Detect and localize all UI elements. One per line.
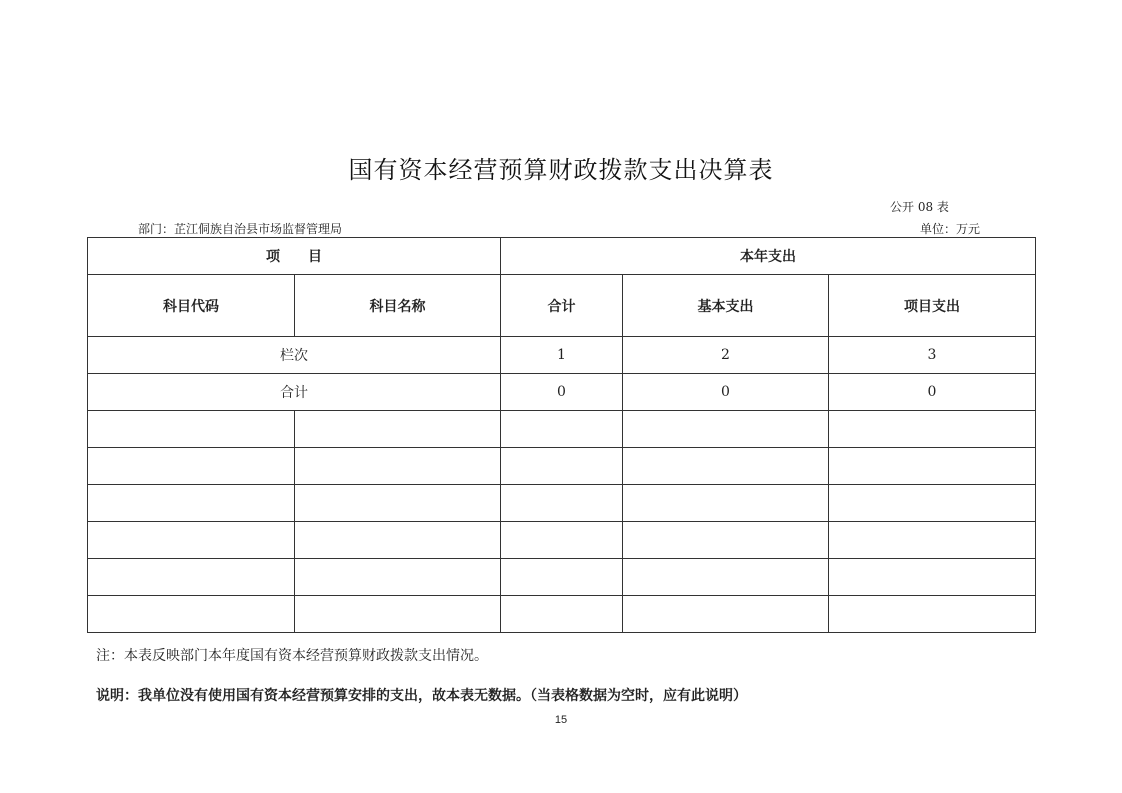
col-subject-code: 科目代码	[88, 275, 295, 337]
total-cell: 0	[829, 374, 1036, 411]
page-title: 国有资本经营预算财政拨款支出决算表	[348, 156, 774, 184]
table-row	[88, 596, 1036, 633]
table-note: 注：本表反映部门本年度国有资本经营预算财政拨款支出情况。	[96, 648, 488, 664]
table-cell	[295, 485, 501, 522]
total-row	[88, 374, 1036, 411]
unit-label: 单位：万元	[920, 222, 981, 236]
total-label: 合计	[88, 374, 501, 411]
header-current-year: 本年支出	[501, 238, 1036, 275]
table-cell	[829, 411, 1036, 448]
total-cell: 0	[623, 374, 829, 411]
table-cell	[295, 559, 501, 596]
column-index-row	[88, 337, 1036, 374]
column-index-cell: 1	[501, 337, 623, 374]
department-label: 部门：芷江侗族自治县市场监督管理局	[138, 222, 343, 236]
table-row	[88, 485, 1036, 522]
table-cell	[295, 448, 501, 485]
header-item: 项 目	[88, 238, 501, 275]
table-cell	[623, 596, 829, 633]
table-cell	[829, 596, 1036, 633]
table-cell	[623, 411, 829, 448]
total-cell: 0	[501, 374, 623, 411]
table-cell	[295, 411, 501, 448]
header-row-2	[88, 275, 1036, 337]
table-row	[88, 448, 1036, 485]
table-cell	[501, 559, 623, 596]
table-cell	[623, 559, 829, 596]
table-cell	[295, 596, 501, 633]
col-project-expenditure: 项目支出	[829, 275, 1036, 337]
table-cell	[88, 485, 295, 522]
table-row	[88, 411, 1036, 448]
table-cell	[829, 522, 1036, 559]
table-cell	[501, 522, 623, 559]
expenditure-table	[87, 237, 1036, 633]
table-cell	[501, 485, 623, 522]
page-number: 15	[554, 714, 568, 726]
table-cell	[829, 485, 1036, 522]
table-cell	[501, 448, 623, 485]
col-total: 合计	[501, 275, 623, 337]
table-cell	[829, 448, 1036, 485]
table-cell	[88, 559, 295, 596]
table-cell	[88, 411, 295, 448]
table-cell	[623, 448, 829, 485]
table-cell	[501, 596, 623, 633]
table-row	[88, 559, 1036, 596]
table-cell	[88, 522, 295, 559]
column-index-label: 栏次	[88, 337, 501, 374]
table-cell	[501, 411, 623, 448]
col-basic-expenditure: 基本支出	[623, 275, 829, 337]
table-cell	[623, 522, 829, 559]
table-cell	[88, 448, 295, 485]
col-subject-name: 科目名称	[295, 275, 501, 337]
header-row-1	[88, 238, 1036, 275]
table-cell	[829, 559, 1036, 596]
empty-data-explanation: 说明：我单位没有使用国有资本经营预算安排的支出，故本表无数据。（当表格数据为空时，应有此说明）	[96, 688, 747, 704]
form-number: 公开 08 表	[890, 200, 949, 214]
column-index-cell: 3	[829, 337, 1036, 374]
column-index-cell: 2	[623, 337, 829, 374]
table-row	[88, 522, 1036, 559]
table-cell	[295, 522, 501, 559]
table-cell	[88, 596, 295, 633]
table-cell	[623, 485, 829, 522]
